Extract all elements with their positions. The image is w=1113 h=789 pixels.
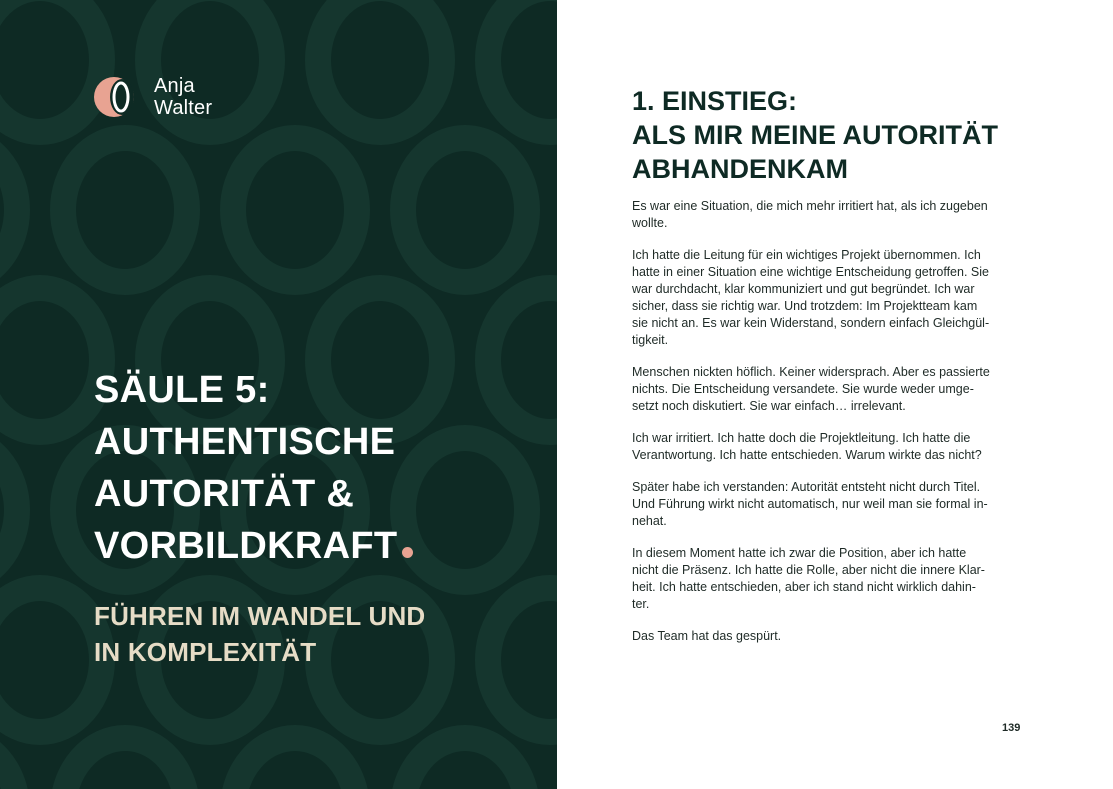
chapter-title-line: AUTORITÄT &: [94, 473, 355, 515]
paragraph-line: sicher, dass sie richtig war. Und trotzdem: Im Projektteam kam: [632, 299, 978, 313]
paragraph-line: nicht die Präsenz. Ich hatte die Rolle, aber nicht die innere Klar-: [632, 563, 985, 577]
accent-dot-icon: [402, 547, 413, 558]
paragraph: [632, 479, 1024, 530]
logo-last-name: Walter: [154, 97, 213, 119]
chapter-subtitle: [94, 598, 534, 670]
paragraph-line: Ich war irritiert. Ich hatte doch die Projektleitung. Ich hatte die: [632, 431, 971, 445]
section-heading: [632, 84, 1072, 186]
page-number: 139: [1002, 722, 1021, 734]
body-text: [632, 198, 1024, 660]
paragraph-line: In diesem Moment hatte ich zwar die Position, aber ich hatte: [632, 546, 967, 560]
logo-first-name: Anja: [154, 75, 195, 97]
chapter-title-line: AUTHENTISCHE: [94, 421, 396, 463]
paragraph-line: wollte.: [632, 216, 668, 230]
chapter-title-line-last: [94, 520, 534, 572]
paragraph: [632, 364, 1024, 415]
chapter-subtitle-line: FÜHREN IM WANDEL UND: [94, 601, 426, 631]
section-heading-line: 1. EINSTIEG:: [632, 86, 798, 116]
chapter-subtitle-line: IN KOMPLEXITÄT: [94, 637, 317, 667]
logo-wordmark: [154, 75, 212, 119]
paragraph-line: Verantwortung. Ich hatte entschieden. Warum wirkte das nicht?: [632, 448, 982, 462]
paragraph: [632, 430, 1024, 464]
logo-mark-icon: [92, 73, 146, 121]
paragraph: [632, 545, 1024, 613]
paragraph-line: nichts. Die Entscheidung versandete. Sie wurde weder umge-: [632, 382, 974, 396]
chapter-title: [94, 364, 534, 572]
chapter-title-text: VORBILDKRAFT: [94, 525, 398, 567]
author-logo: [92, 73, 212, 121]
paragraph-line: Es war eine Situation, die mich mehr irritiert hat, als ich zugeben: [632, 199, 988, 213]
paragraph-line: heit. Ich hatte entschieden, aber ich stand nicht wirklich dahin-: [632, 580, 976, 594]
chapter-title-line: SÄULE 5:: [94, 369, 270, 411]
paragraph-line: ter.: [632, 597, 650, 611]
paragraph-line: war durchdacht, klar kommuniziert und gut begründet. Ich war: [632, 282, 975, 296]
section-heading-line: ALS MIR MEINE AUTORITÄT: [632, 120, 998, 150]
paragraph-line: sie nicht an. Es war kein Widerstand, sondern einfach Gleichgül-: [632, 316, 990, 330]
paragraph: [632, 247, 1024, 349]
paragraph-line: Das Team hat das gespürt.: [632, 629, 782, 643]
section-heading-line: ABHANDENKAM: [632, 154, 848, 184]
paragraph-line: Und Führung wirkt nicht automatisch, nur weil man sie formal in-: [632, 497, 988, 511]
paragraph-line: tigkeit.: [632, 333, 669, 347]
paragraph-line: nehat.: [632, 514, 667, 528]
paragraph: [632, 198, 1024, 232]
paragraph: [632, 628, 1024, 645]
paragraph-line: Später habe ich verstanden: Autorität entsteht nicht durch Titel.: [632, 480, 981, 494]
paragraph-line: hatte in einer Situation eine wichtige Entscheidung getroffen. Sie: [632, 265, 989, 279]
right-page: [557, 0, 1113, 789]
paragraph-line: Menschen nickten höflich. Keiner widersprach. Aber es passierte: [632, 365, 990, 379]
paragraph-line: Ich hatte die Leitung für ein wichtiges Projekt übernommen. Ich: [632, 248, 981, 262]
paragraph-line: setzt noch diskutiert. Sie war einfach… irrelevant.: [632, 399, 906, 413]
